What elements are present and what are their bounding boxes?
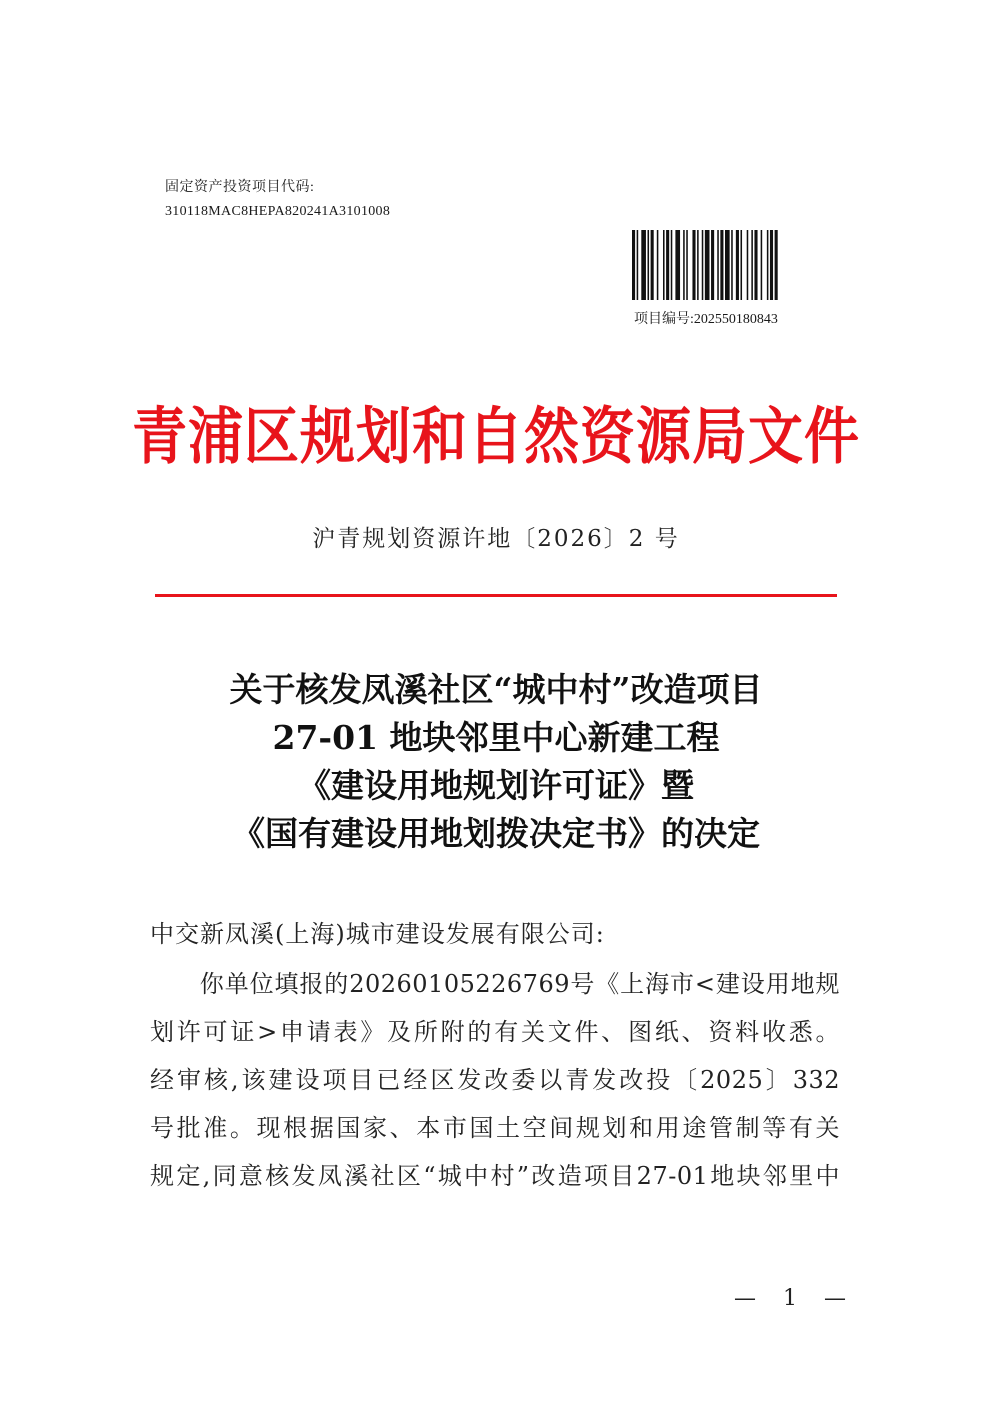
- investment-code-label: 固定资产投资项目代码:: [165, 180, 315, 195]
- body-line: 号批准。现根据国家、本市国土空间规划和用途管制等有关: [150, 1114, 840, 1142]
- subject-line: 《建设用地规划许可证》暨: [298, 766, 694, 805]
- red-divider: [155, 594, 837, 597]
- body-paragraph: [150, 960, 840, 1200]
- subject-line: 27-01 地块邻里中心新建工程: [272, 718, 720, 757]
- document-number: 沪青规划资源许地〔2026〕2 号: [312, 526, 680, 552]
- body-line: 你单位填报的20260105226769号《上海市<建设用地规: [150, 970, 840, 998]
- document-subject: [0, 666, 992, 858]
- body-line: 规定,同意核发凤溪社区“城中村”改造项目27-01地块邻里中: [150, 1162, 840, 1190]
- addressee: 中交新凤溪(上海)城市建设发展有限公司:: [150, 920, 605, 948]
- investment-code-value: 310118MAC8HEPA820241A3101008: [165, 204, 391, 219]
- barcode-icon: [632, 230, 828, 300]
- subject-line: 《国有建设用地划拨决定书》的决定: [232, 814, 760, 853]
- body-line: 经审核,该建设项目已经区发改委以青发改投〔2025〕332: [150, 1066, 840, 1094]
- subject-line: 关于核发凤溪社区“城中村”改造项目: [229, 670, 763, 709]
- agency-header-title: 青浦区规划和自然资源局文件: [131, 400, 860, 473]
- body-line: 划许可证>申请表》及所附的有关文件、图纸、资料收悉。: [150, 1018, 840, 1046]
- page-number: — 1 —: [734, 1286, 856, 1311]
- project-number: 项目编号:202550180843: [634, 312, 778, 327]
